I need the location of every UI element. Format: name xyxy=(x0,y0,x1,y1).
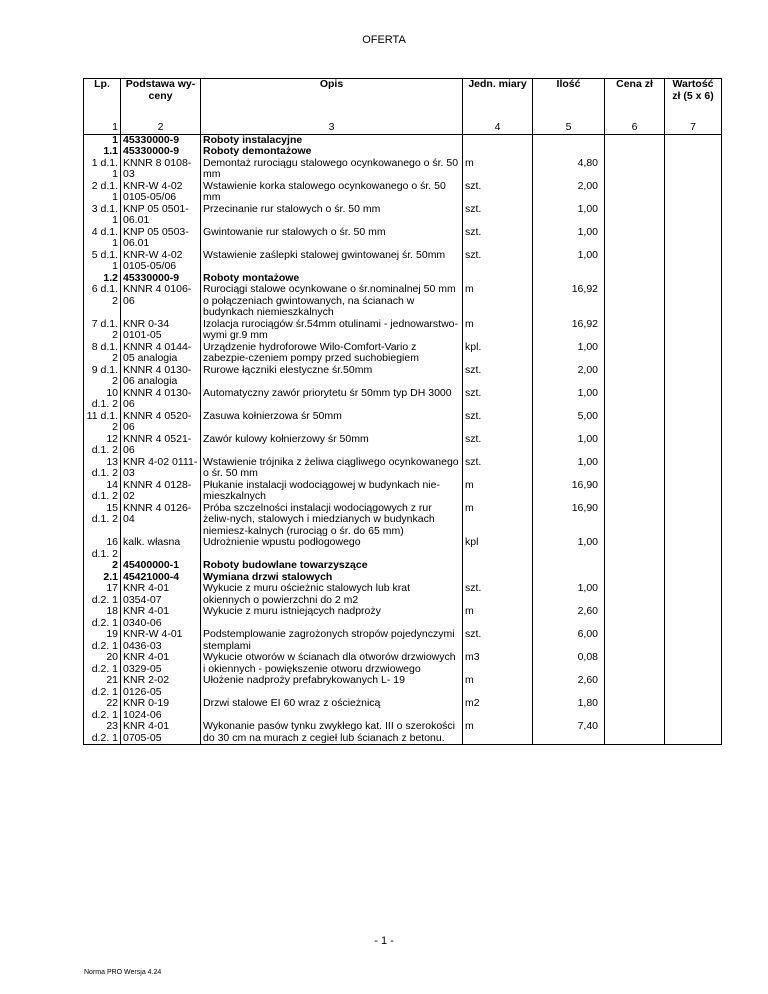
row-cena xyxy=(605,146,665,158)
row-cena xyxy=(605,319,665,342)
row-podstawa: KNNR 8 0108-03 xyxy=(121,158,201,181)
row-ilosc: 1,00 xyxy=(533,583,605,606)
row-ilosc: 1,00 xyxy=(533,388,605,411)
table-row xyxy=(84,250,722,273)
row-wartosc xyxy=(665,606,722,629)
row-podstawa: KNNR 4 0521-06 xyxy=(121,434,201,457)
row-cena xyxy=(605,134,665,146)
table-row xyxy=(84,319,722,342)
table-row xyxy=(84,583,722,606)
row-ilosc xyxy=(533,146,605,158)
row-cena xyxy=(605,457,665,480)
row-podstawa: KNNR 4 0130-06 analogia xyxy=(121,365,201,388)
row-podstawa: KNR-W 4-02 0105-05/06 xyxy=(121,181,201,204)
row-wartosc xyxy=(665,675,722,698)
row-opis: Zasuwa kołnierzowa śr 50mm xyxy=(201,411,463,434)
software-footer: Norma PRO Wersja 4.24 xyxy=(84,969,162,976)
row-opis: Rurociągi stalowe ocynkowane o śr.nominalnej 50 mm o połączeniach gwintowanych, na ścianach w budynkach niemieszkalnych xyxy=(201,284,463,319)
colnum: 3 xyxy=(201,122,463,134)
row-podstawa: KNP 05 0501-06.01 xyxy=(121,204,201,227)
row-jedn: szt. xyxy=(463,388,533,411)
row-lp: 17 d.2. 1 xyxy=(84,583,121,606)
row-wartosc xyxy=(665,181,722,204)
page-number: - 1 - xyxy=(374,935,394,947)
row-opis: Roboty instalacyjne xyxy=(201,134,463,146)
row-opis: Udrożnienie wpustu podłogowego xyxy=(201,537,463,560)
row-opis: Demontaż rurociągu stalowego ocynkowanego o śr. 50 mm xyxy=(201,158,463,181)
row-opis: Zawór kulowy kołnierzowy śr 50mm xyxy=(201,434,463,457)
row-lp: 21 d.2. 1 xyxy=(84,675,121,698)
row-ilosc: 16,90 xyxy=(533,503,605,538)
row-ilosc: 2,00 xyxy=(533,181,605,204)
row-ilosc: 1,00 xyxy=(533,227,605,250)
row-podstawa: kalk. własna xyxy=(121,537,201,560)
row-podstawa: 45330000-9 xyxy=(121,273,201,285)
row-jedn xyxy=(463,560,533,572)
header-opis: Opis xyxy=(201,79,463,123)
row-wartosc xyxy=(665,572,722,584)
table-row xyxy=(84,537,722,560)
row-cena xyxy=(605,181,665,204)
row-jedn: m xyxy=(463,319,533,342)
colnum: 6 xyxy=(605,122,665,134)
row-wartosc xyxy=(665,537,722,560)
row-jedn: szt. xyxy=(463,250,533,273)
row-opis: Wymiana drzwi stalowych xyxy=(201,572,463,584)
row-opis: Automatyczny zawór priorytetu śr 50mm typ DH 3000 xyxy=(201,388,463,411)
row-opis: Wstawienie korka stalowego ocynkowanego o śr. 50 mm xyxy=(201,181,463,204)
row-wartosc xyxy=(665,411,722,434)
colnum: 7 xyxy=(665,122,722,134)
colnum: 1 xyxy=(84,122,121,134)
row-jedn: szt. xyxy=(463,434,533,457)
row-opis: Roboty montażowe xyxy=(201,273,463,285)
row-jedn: m2 xyxy=(463,698,533,721)
row-lp: 14 d.1. 2 xyxy=(84,480,121,503)
row-wartosc xyxy=(665,146,722,158)
row-podstawa: KNNR 4 0128-02 xyxy=(121,480,201,503)
row-ilosc: 6,00 xyxy=(533,629,605,652)
row-lp: 1.2 xyxy=(84,273,121,285)
row-cena xyxy=(605,675,665,698)
row-podstawa: KNR 0-19 1024-06 xyxy=(121,698,201,721)
row-opis: Przecinanie rur stalowych o śr. 50 mm xyxy=(201,204,463,227)
row-ilosc: 1,00 xyxy=(533,342,605,365)
row-wartosc xyxy=(665,480,722,503)
row-podstawa: KNP 05 0503-06.01 xyxy=(121,227,201,250)
row-wartosc xyxy=(665,273,722,285)
row-cena xyxy=(605,284,665,319)
row-opis: Ułożenie nadproży prefabrykowanych L- 19 xyxy=(201,675,463,698)
row-wartosc xyxy=(665,250,722,273)
row-podstawa: 45400000-1 xyxy=(121,560,201,572)
row-cena xyxy=(605,537,665,560)
row-podstawa: 45330000-9 xyxy=(121,146,201,158)
row-jedn: m xyxy=(463,675,533,698)
row-ilosc: 2,60 xyxy=(533,606,605,629)
row-jedn: szt. xyxy=(463,457,533,480)
table-row xyxy=(84,181,722,204)
row-jedn: szt. xyxy=(463,365,533,388)
table-row xyxy=(84,721,722,745)
table-row xyxy=(84,434,722,457)
row-cena xyxy=(605,227,665,250)
row-wartosc xyxy=(665,698,722,721)
row-ilosc: 1,00 xyxy=(533,434,605,457)
header-jedn: Jedn. miary xyxy=(463,79,533,123)
row-cena xyxy=(605,158,665,181)
row-opis: Płukanie instalacji wodociągowej w budynkach nie-mieszkalnych xyxy=(201,480,463,503)
row-wartosc xyxy=(665,342,722,365)
row-lp: 15 d.1. 2 xyxy=(84,503,121,538)
row-wartosc xyxy=(665,158,722,181)
row-ilosc: 2,00 xyxy=(533,365,605,388)
row-jedn: kpl. xyxy=(463,342,533,365)
row-podstawa: KNNR 4 0130-06 xyxy=(121,388,201,411)
row-podstawa: 45330000-9 xyxy=(121,134,201,146)
row-opis: Rurowe łączniki elestyczne śr.50mm xyxy=(201,365,463,388)
row-podstawa: KNNR 4 0106-06 xyxy=(121,284,201,319)
row-lp: 4 d.1. 1 xyxy=(84,227,121,250)
row-jedn: m xyxy=(463,606,533,629)
row-lp: 23 d.2. 1 xyxy=(84,721,121,745)
row-jedn: szt. xyxy=(463,583,533,606)
row-ilosc: 2,60 xyxy=(533,675,605,698)
row-jedn: m xyxy=(463,158,533,181)
table-row xyxy=(84,134,722,146)
row-lp: 2 d.1. 1 xyxy=(84,181,121,204)
row-jedn: szt. xyxy=(463,629,533,652)
row-lp: 18 d.2. 1 xyxy=(84,606,121,629)
row-lp: 3 d.1. 1 xyxy=(84,204,121,227)
row-podstawa: 45421000-4 xyxy=(121,572,201,584)
header-wartosc: Wartość zł (5 x 6) xyxy=(665,79,722,123)
row-cena xyxy=(605,388,665,411)
table-row xyxy=(84,365,722,388)
row-cena xyxy=(605,583,665,606)
row-opis: Wykucie otworów w ścianach dla otworów drzwiowych i okiennych - powiększenie otworu drzwiowego xyxy=(201,652,463,675)
row-opis: Wstawienie zaślepki stalowej gwintowanej śr. 50mm xyxy=(201,250,463,273)
table-row xyxy=(84,204,722,227)
row-cena xyxy=(605,652,665,675)
row-podstawa: KNR 4-01 0354-07 xyxy=(121,583,201,606)
table-row xyxy=(84,629,722,652)
row-lp: 19 d.2. 1 xyxy=(84,629,121,652)
row-lp: 8 d.1. 2 xyxy=(84,342,121,365)
row-jedn: szt. xyxy=(463,411,533,434)
row-ilosc: 1,00 xyxy=(533,537,605,560)
row-podstawa: KNR 4-01 0329-05 xyxy=(121,652,201,675)
row-cena xyxy=(605,698,665,721)
row-podstawa: KNNR 4 0520-06 xyxy=(121,411,201,434)
row-wartosc xyxy=(665,227,722,250)
row-lp: 1 xyxy=(84,134,121,146)
table-row xyxy=(84,284,722,319)
row-opis: Roboty demontażowe xyxy=(201,146,463,158)
table-row xyxy=(84,480,722,503)
header-podstawa: Podstawa wy-ceny xyxy=(121,79,201,123)
row-wartosc xyxy=(665,629,722,652)
row-podstawa: KNR 2-02 0126-05 xyxy=(121,675,201,698)
table-row xyxy=(84,606,722,629)
row-cena xyxy=(605,250,665,273)
table-row xyxy=(84,146,722,158)
table-row xyxy=(84,227,722,250)
row-lp: 22 d.2. 1 xyxy=(84,698,121,721)
row-ilosc: 1,00 xyxy=(533,204,605,227)
row-jedn: m xyxy=(463,503,533,538)
row-jedn xyxy=(463,134,533,146)
row-opis: Wykonanie pasów tynku zwykłego kat. III o szerokości do 30 cm na murach z cegieł lub ścianach z betonu. xyxy=(201,721,463,745)
row-lp: 6 d.1. 2 xyxy=(84,284,121,319)
row-opis: Wykucie z muru ościeżnic stalowych lub krat okiennych o powierzchni do 2 m2 xyxy=(201,583,463,606)
row-cena xyxy=(605,606,665,629)
header-ilosc: Ilość xyxy=(533,79,605,123)
row-jedn: szt. xyxy=(463,204,533,227)
table-row xyxy=(84,342,722,365)
row-jedn: m xyxy=(463,721,533,745)
row-lp: 2.1 xyxy=(84,572,121,584)
row-podstawa: KNR 0-34 0101-05 xyxy=(121,319,201,342)
row-lp: 10 d.1. 2 xyxy=(84,388,121,411)
row-wartosc xyxy=(665,284,722,319)
row-jedn: m xyxy=(463,284,533,319)
row-cena xyxy=(605,480,665,503)
table-row xyxy=(84,560,722,572)
row-jedn: szt. xyxy=(463,181,533,204)
row-opis: Próba szczelności instalacji wodociągowych z rur żeliw-nych, stalowych i miedzianych w budynkach niemiesz-kalnych (rurociąg o śr. do 65 mm) xyxy=(201,503,463,538)
row-cena xyxy=(605,572,665,584)
row-lp: 20 d.2. 1 xyxy=(84,652,121,675)
row-ilosc: 16,90 xyxy=(533,480,605,503)
row-podstawa: KNR-W 4-02 0105-05/06 xyxy=(121,250,201,273)
row-wartosc xyxy=(665,134,722,146)
row-lp: 2 xyxy=(84,560,121,572)
table-body xyxy=(84,134,722,745)
header-lp: Lp. xyxy=(84,79,121,123)
row-cena xyxy=(605,560,665,572)
row-ilosc: 1,00 xyxy=(533,250,605,273)
table-row xyxy=(84,158,722,181)
row-lp: 9 d.1. 2 xyxy=(84,365,121,388)
row-opis: Wykucie z muru istniejących nadproży xyxy=(201,606,463,629)
colnum: 2 xyxy=(121,122,201,134)
row-ilosc xyxy=(533,560,605,572)
table-row xyxy=(84,388,722,411)
row-cena xyxy=(605,629,665,652)
row-jedn: kpl xyxy=(463,537,533,560)
row-opis: Podstemplowanie zagrożonych stropów pojedynczymi stemplami xyxy=(201,629,463,652)
row-cena xyxy=(605,273,665,285)
row-cena xyxy=(605,434,665,457)
row-lp: 12 d.1. 2 xyxy=(84,434,121,457)
row-ilosc: 1,00 xyxy=(533,457,605,480)
row-jedn: szt. xyxy=(463,227,533,250)
row-opis: Urządzenie hydroforowe Wilo-Comfort-Vario z zabezpie-czeniem pompy przed suchobiegiem xyxy=(201,342,463,365)
row-podstawa: KNR 4-02 0111-03 xyxy=(121,457,201,480)
row-ilosc: 0,08 xyxy=(533,652,605,675)
row-opis: Gwintowanie rur stalowych o śr. 50 mm xyxy=(201,227,463,250)
row-lp: 1.1 xyxy=(84,146,121,158)
row-wartosc xyxy=(665,583,722,606)
colnum: 4 xyxy=(463,122,533,134)
row-opis: Drzwi stalowe EI 60 wraz z ościeżnicą xyxy=(201,698,463,721)
row-lp: 11 d.1. 2 xyxy=(84,411,121,434)
row-wartosc xyxy=(665,560,722,572)
row-wartosc xyxy=(665,434,722,457)
row-wartosc xyxy=(665,652,722,675)
row-jedn xyxy=(463,146,533,158)
row-ilosc: 7,40 xyxy=(533,721,605,745)
row-wartosc xyxy=(665,503,722,538)
row-podstawa: KNR 4-01 0340-06 xyxy=(121,606,201,629)
row-cena xyxy=(605,503,665,538)
row-opis: Izolacja rurociągów śr.54mm otulinami - jednowarstwo-wymi gr.9 mm xyxy=(201,319,463,342)
row-lp: 13 d.1. 2 xyxy=(84,457,121,480)
row-wartosc xyxy=(665,721,722,745)
row-jedn: m xyxy=(463,480,533,503)
row-cena xyxy=(605,342,665,365)
table-row xyxy=(84,652,722,675)
row-ilosc: 5,00 xyxy=(533,411,605,434)
row-lp: 5 d.1. 1 xyxy=(84,250,121,273)
row-ilosc: 4,80 xyxy=(533,158,605,181)
row-cena xyxy=(605,365,665,388)
row-wartosc xyxy=(665,365,722,388)
row-podstawa: KNR 4-01 0705-05 xyxy=(121,721,201,745)
row-ilosc: 16,92 xyxy=(533,284,605,319)
row-cena xyxy=(605,204,665,227)
document-title: OFERTA xyxy=(362,34,406,46)
row-wartosc xyxy=(665,388,722,411)
row-ilosc xyxy=(533,134,605,146)
row-cena xyxy=(605,721,665,745)
row-ilosc: 1,80 xyxy=(533,698,605,721)
row-lp: 1 d.1. 1 xyxy=(84,158,121,181)
header-cena: Cena zł xyxy=(605,79,665,123)
row-cena xyxy=(605,411,665,434)
colnum: 5 xyxy=(533,122,605,134)
row-podstawa: KNR-W 4-01 0436-03 xyxy=(121,629,201,652)
table-row xyxy=(84,411,722,434)
offer-table xyxy=(83,78,722,745)
row-wartosc xyxy=(665,457,722,480)
table-row xyxy=(84,675,722,698)
row-podstawa: KNNR 4 0126-04 xyxy=(121,503,201,538)
row-jedn: m3 xyxy=(463,652,533,675)
row-opis: Wstawienie trójnika z żeliwa ciągliwego ocynkowanego o śr. 50 mm xyxy=(201,457,463,480)
table-row xyxy=(84,698,722,721)
row-ilosc: 16,92 xyxy=(533,319,605,342)
table-row xyxy=(84,503,722,538)
row-podstawa: KNNR 4 0144-05 analogia xyxy=(121,342,201,365)
row-wartosc xyxy=(665,319,722,342)
row-lp: 16 d.1. 2 xyxy=(84,537,121,560)
table-row xyxy=(84,457,722,480)
row-opis: Roboty budowlane towarzyszące xyxy=(201,560,463,572)
row-lp: 7 d.1. 2 xyxy=(84,319,121,342)
row-wartosc xyxy=(665,204,722,227)
